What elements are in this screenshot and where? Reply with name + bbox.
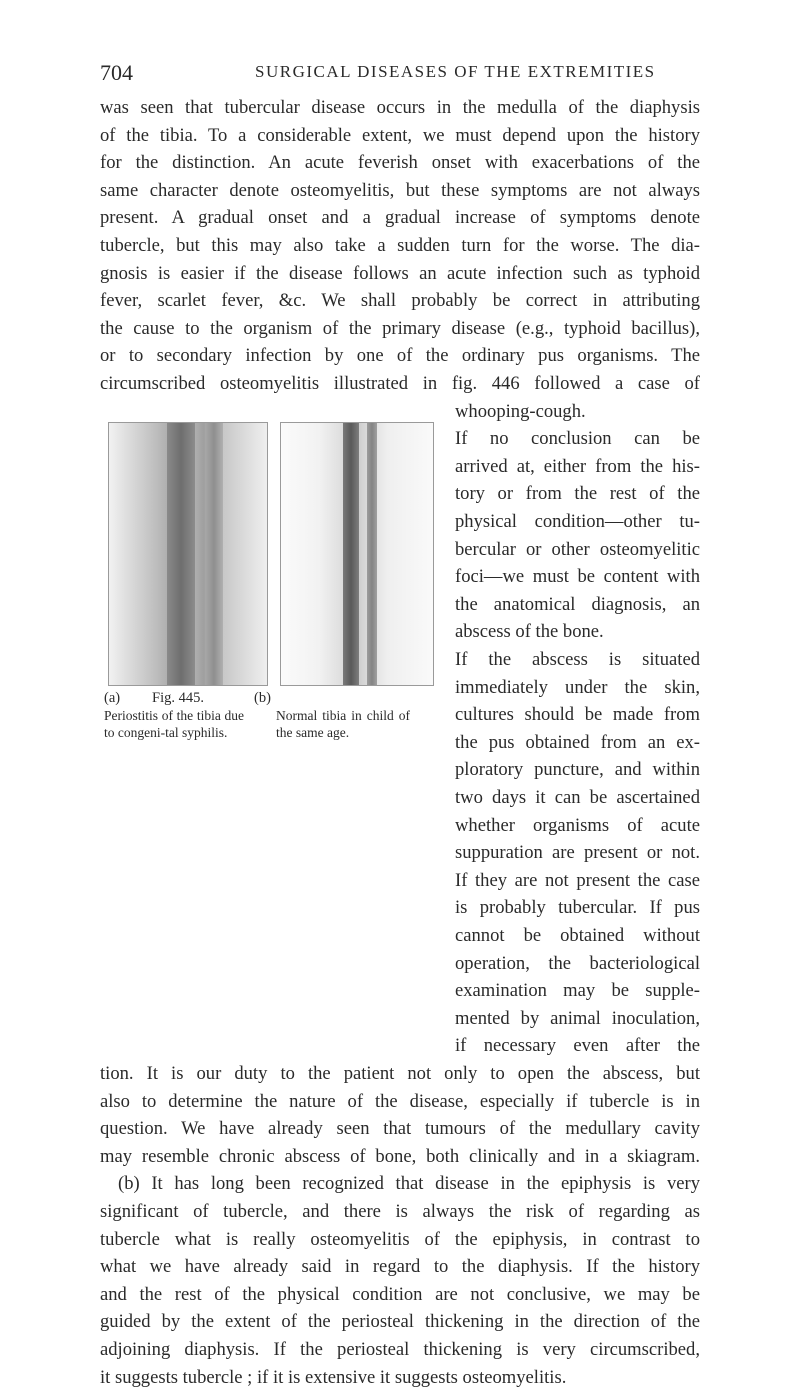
text-line: and the rest of the physical condition are not conclusive, we may be <box>100 1283 700 1305</box>
figure-label-b: (b) <box>254 690 271 706</box>
text-line: foci—we must be content with <box>455 566 700 588</box>
text-line: If the abscess is situated <box>455 649 700 670</box>
text-line: tory or from the rest of the <box>455 483 700 505</box>
text-line: mented by animal inoculation, <box>455 1007 700 1029</box>
text-line: whether organisms of acute <box>455 814 700 836</box>
text-line: gnosis is easier if the disease follows an acute infection such as typhoid <box>100 262 700 284</box>
text-line: fever, scarlet fever, &c. We shall probably be correct in attributing <box>100 290 700 312</box>
text-line: examination may be supple- <box>455 980 700 1002</box>
text-line: may resemble chronic abscess of bone, both clinically and in a skiagram. <box>100 1145 700 1167</box>
text-line: immediately under the skin, <box>455 676 700 698</box>
bone-shaft <box>167 423 195 685</box>
bone-shaft <box>367 423 377 685</box>
text-line: or to secondary infection by one of the ordinary pus organisms. The <box>100 345 700 367</box>
bone-shaft <box>205 423 223 685</box>
text-line: whooping-cough. <box>455 400 586 422</box>
text-line: If they are not present the case <box>455 869 700 891</box>
text-line: cannot be obtained without <box>455 924 700 946</box>
text-line: what we have already said in regard to the diaphysis. If the history <box>100 1256 700 1278</box>
text-line: physical condition—other tu- <box>455 510 700 532</box>
paragraph-4 <box>100 1170 700 1198</box>
text-line: if necessary even after the <box>455 1035 700 1057</box>
figure-number: Fig. 445. <box>152 690 204 706</box>
paragraph-2 <box>455 425 700 646</box>
figure-label-a: (a) <box>104 690 121 706</box>
text-line: also to determine the nature of the disease, especially if tubercle is in <box>100 1090 700 1112</box>
text-line: for the distinction. An acute feverish onset with exacerbations of the <box>100 152 700 174</box>
text-line: two days it can be ascertained <box>455 786 700 808</box>
paragraph-1-end <box>455 398 700 426</box>
text-line: suppuration are present or not. <box>455 842 700 864</box>
text-line: was seen that tubercular disease occurs in the medulla of the diaphysis <box>100 97 700 118</box>
text-line: the anatomical diagnosis, an <box>455 593 700 615</box>
paragraph-4-body <box>100 1198 700 1391</box>
xray-image-a <box>108 422 268 686</box>
text-line: it suggests tubercle ; if it is extensive it suggests osteomyelitis. <box>100 1366 567 1388</box>
text-line: abscess of the bone. <box>455 621 604 643</box>
text-line: adjoining diaphysis. If the periosteal thickening is very circumscribed, <box>100 1338 700 1360</box>
page-number: 704 <box>100 60 133 85</box>
text-line: cultures should be made from <box>455 704 700 726</box>
figure-445 <box>104 422 446 744</box>
paragraph-3-continued <box>100 1060 700 1170</box>
text-line: circumscribed osteomyelitis illustrated in fig. 446 followed a case of <box>100 372 700 394</box>
text-line: tubercle, but this may also take a sudden turn for the worse. The dia- <box>100 234 700 256</box>
page-header <box>0 58 800 88</box>
text-line: present. A gradual onset and a gradual increase of symptoms denote <box>100 207 700 229</box>
text-line: tubercle what is really osteomyelitis of the epiphysis, in contrast to <box>100 1228 700 1250</box>
text-line: operation, the bacteriological <box>455 952 700 974</box>
text-line: is probably tubercular. If pus <box>455 897 700 919</box>
paragraph-3 <box>455 646 700 1060</box>
figure-caption-a: Periostitis of the tibia due to congeni-tal syphilis. <box>104 708 244 740</box>
text-line: the pus obtained from an ex- <box>455 731 700 753</box>
text-line: bercular or other osteomyelitic <box>455 538 700 560</box>
text-line: guided by the extent of the periosteal thickening in the direction of the <box>100 1311 700 1333</box>
text-line: tion. It is our duty to the patient not only to open the abscess, but <box>100 1063 700 1084</box>
text-line: significant of tubercle, and there is always the risk of regarding as <box>100 1201 700 1222</box>
text-line: same character denote osteomyelitis, but these symptoms are not always <box>100 179 700 201</box>
running-head: SURGICAL DISEASES OF THE EXTREMITIES <box>255 62 656 81</box>
text-line: the cause to the organism of the primary disease (e.g., typhoid bacillus), <box>100 317 700 339</box>
text-line: If no conclusion can be <box>455 428 700 450</box>
paragraph-1 <box>100 94 700 398</box>
bone-shaft <box>343 423 359 685</box>
text-line: question. We have already seen that tumours of the medullary cavity <box>100 1118 700 1140</box>
figure-caption-b: Normal tibia in child of the same age. <box>276 708 410 740</box>
text-line: arrived at, either from the his- <box>455 455 700 477</box>
text-line: (b) It has long been recognized that disease in the epiphysis is very <box>118 1173 700 1195</box>
text-line: ploratory puncture, and within <box>455 759 700 781</box>
text-line: of the tibia. To a considerable extent, we must depend upon the history <box>100 124 700 146</box>
xray-image-b <box>280 422 434 686</box>
